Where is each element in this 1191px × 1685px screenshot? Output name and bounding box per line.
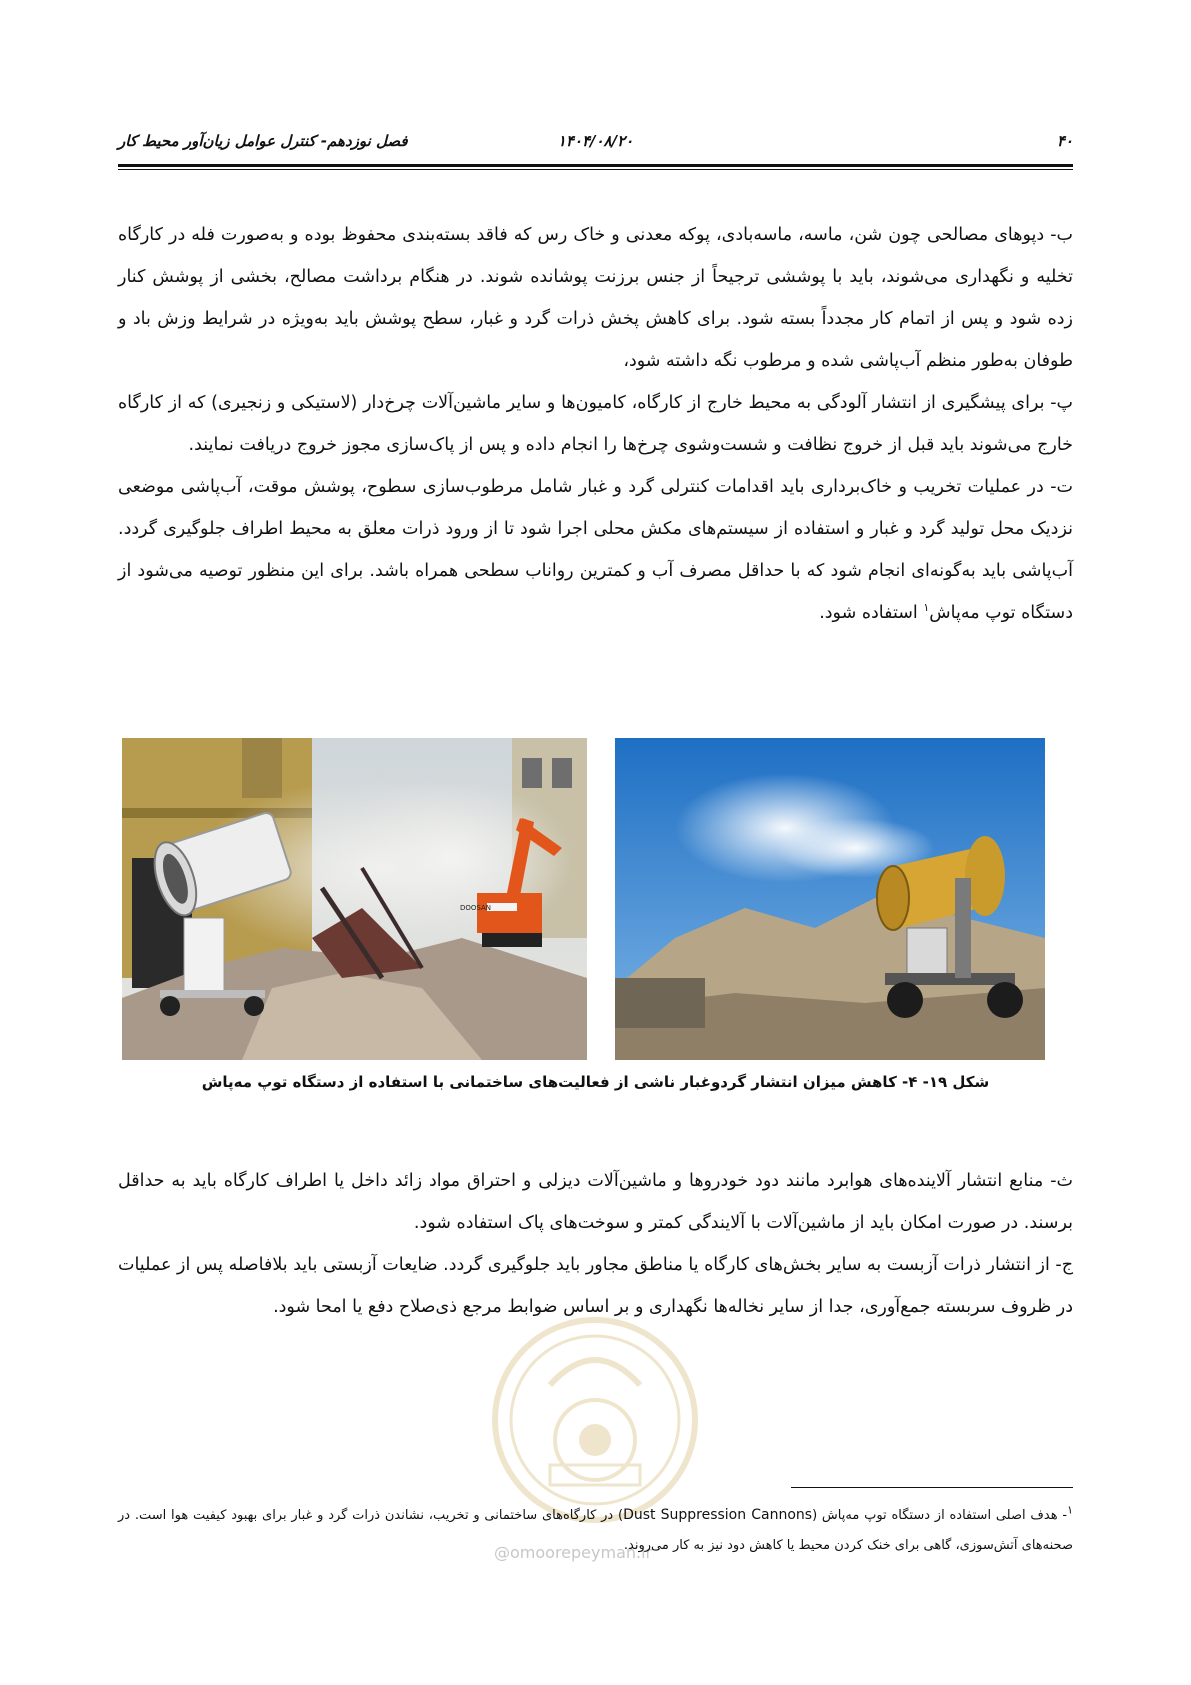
body-text-lower xyxy=(118,1160,1073,1328)
footnote-latin-term: Dust Suppression Cannons xyxy=(623,1507,813,1523)
paragraph-j: ج- از انتشار ذرات آزبست به سایر بخش‌های کارگاه یا مناطق مجاور باید جلوگیری گردد. ضایعات آزبستی باید بلافاصله پس از عملیات در ظروف سربسته جمع‌آوری، جدا از سایر نخاله‌ها نگهداری و بر اساس ضوابط مرجع ذی‌صلاح دفع یا امحا شود. xyxy=(117,1255,1073,1317)
paragraph-t-end: استفاده شود. xyxy=(819,603,924,623)
footnote-rule xyxy=(791,1487,1073,1488)
header-date: ۱۴۰۴/۰۸/۲۰ xyxy=(557,132,634,150)
paragraph-t xyxy=(118,466,1073,634)
header-rule-thin xyxy=(118,169,1073,170)
body-text-upper xyxy=(118,214,1073,634)
watermark-seal xyxy=(490,1315,700,1525)
excavator-brand-label: DOOSAN xyxy=(459,904,491,912)
page-number: ۴۰ xyxy=(1056,132,1073,150)
footnote xyxy=(118,1500,1073,1561)
figure-caption: شکل ۱۹- ۴- کاهش میزان انتشار گردوغبار ناشی از فعالیت‌های ساختمانی با استفاده از دستگاه توپ مه‌پاش xyxy=(201,1073,990,1091)
figure-dust-cannons xyxy=(122,738,1045,1068)
footnote-reference[interactable]: ۱ xyxy=(923,601,930,615)
footnote-text-after: ) در کارگاه‌های ساختمانی و تخریب، نشاندن ذرات گرد و غبار برای بهبود کیفیت هوا است. در صحنه‌های آتش‌سوزی، گاهی برای خنک کردن محیط یا کاهش دود نیز به کار می‌روند. xyxy=(118,1508,1073,1553)
photo-demolition-site xyxy=(122,738,587,1060)
chapter-title: فصل نوزدهم- کنترل عوامل زیان‌آور محیط کار xyxy=(118,132,408,150)
footnote-marker: ۱ xyxy=(1067,1503,1073,1517)
footnote-text-before: - هدف اصلی استفاده از دستگاه توپ مه‌پاش ( xyxy=(812,1508,1068,1523)
paragraph-s: ث- منابع انتشار آلاینده‌های هوابرد مانند دود خودروها و ماشین‌آلات دیزلی و احتراق مواد زائد داخل یا اطراف کارگاه باید به حداقل برسند. در صورت امکان باید از ماشین‌آلات با آلایندگی کمتر و سوخت‌های پاک استفاده شود. xyxy=(118,1171,1073,1233)
paragraph-p: پ- برای پیشگیری از انتشار آلودگی به محیط خارج از کارگاه، کامیون‌ها و سایر ماشین‌آلات چرخ‌دار (لاستیکی و زنجیری) که از کارگاه خارج می‌شوند باید قبل از خروج نظافت و شست‌وشوی چرخ‌ها را انجام داده و پس از پاک‌سازی مجوز خروج دریافت نمایند. xyxy=(118,393,1073,455)
paragraph-b: ب- دپوهای مصالحی چون شن، ماسه، ماسه‌بادی، پوکه معدنی و خاک رس که فاقد بسته‌بندی محفوظ بوده و به‌صورت فله در کارگاه تخلیه و نگهداری می‌شوند، باید با پوششی ترجیحاً از جنس برزنت پوشانده شوند. در هنگام برداشت مصالح، بخشی از پوشش کنار زده شود و پس از اتمام کار مجدداً بسته شود. برای کاهش پخش ذرات گرد و غبار، سطح پوشش باید به‌ویژه در شرایط وزش باد و طوفان به‌طور منظم آب‌پاشی شده و مرطوب نگه داشته شود، xyxy=(118,225,1073,371)
photo-quarry-mist-cannon xyxy=(615,738,1045,1060)
page-header xyxy=(118,128,1073,156)
watermark-site: @omoorepeyman.ir xyxy=(494,1543,653,1562)
header-rule xyxy=(118,164,1073,167)
paragraph-t-text: ت- در عملیات تخریب و خاک‌برداری باید اقدامات کنترلی گرد و غبار شامل مرطوب‌سازی سطوح، پوشش موقت، آب‌پاشی موضعی نزدیک محل تولید گرد و غبار و استفاده از سیستم‌های مکش محلی اجرا شود تا از ورود ذرات معلق به محیط اطراف جلوگیری گردد. آب‌پاشی باید به‌گونه‌ای انجام شود که با حداقل مصرف آب و کمترین رواناب سطحی همراه باشد. برای این منظور توصیه می‌شود از دستگاه توپ مه‌پاش xyxy=(118,477,1073,623)
